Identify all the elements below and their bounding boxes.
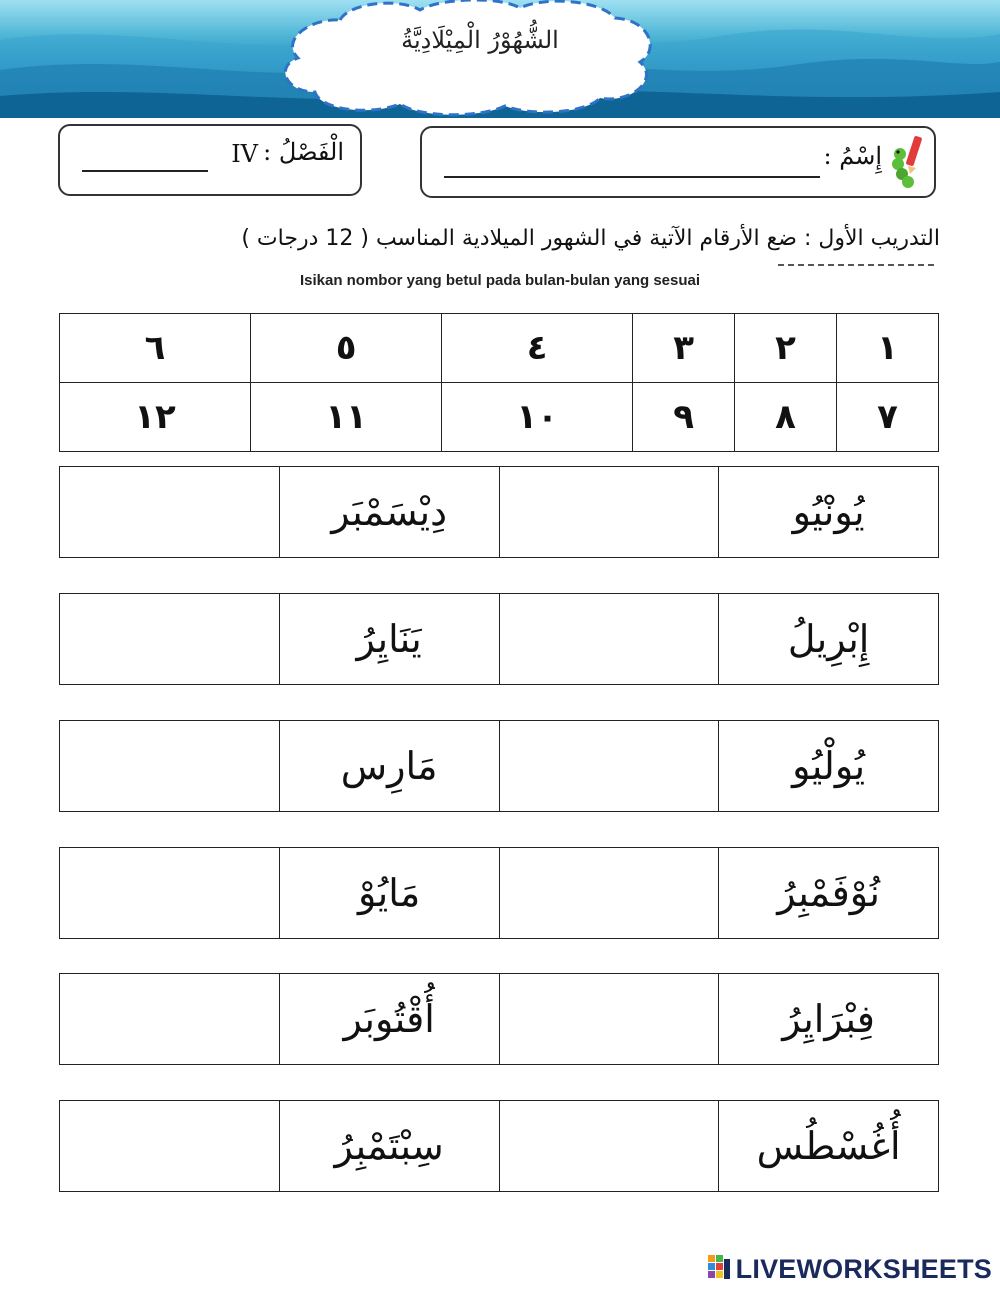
month-row-5: [59, 973, 939, 1065]
class-label: الْفَصْلُ :: [263, 138, 344, 166]
month-row-1: [59, 466, 939, 558]
exercise-instruction: التدريب الأول : ضع الأرقام الآتية في الشهور الميلادية المناسب ( 12 درجات ): [241, 226, 940, 251]
liveworksheets-logo-icon: [708, 1255, 732, 1283]
answer-box[interactable]: [499, 848, 719, 939]
class-box: [58, 124, 362, 196]
number-cell: ٤: [442, 314, 633, 383]
number-cell: ٨: [735, 383, 837, 452]
answer-box[interactable]: [60, 848, 280, 939]
instruction-underline: [778, 264, 934, 266]
name-input-line[interactable]: [444, 176, 820, 178]
class-input-line[interactable]: [82, 170, 208, 172]
answer-box[interactable]: [60, 721, 280, 812]
header-banner: [0, 0, 1000, 118]
number-row: [60, 314, 939, 383]
month-row-3: [59, 720, 939, 812]
answer-box[interactable]: [499, 721, 719, 812]
number-cell: ١٢: [60, 383, 251, 452]
number-cell: ٣: [633, 314, 735, 383]
month-name: أُقْتُوبَر: [279, 974, 499, 1065]
caterpillar-pencil-icon: [888, 132, 928, 190]
number-cell: ٥: [251, 314, 442, 383]
number-cell: ٦: [60, 314, 251, 383]
footer-branding: [708, 1252, 992, 1286]
month-name: إِبْرِيلُ: [719, 594, 939, 685]
month-name: سِبْتَمْبِرُ: [279, 1101, 499, 1192]
answer-box[interactable]: [499, 974, 719, 1065]
footer-brand-text[interactable]: LIVEWORKSHEETS: [735, 1253, 992, 1284]
title-cloud: [0, 0, 1000, 118]
number-cell: ١: [837, 314, 939, 383]
page-title: الشُّهُوْرُ الْمِيْلَادِيَّةُ: [401, 26, 559, 54]
month-name: أُغُسْطُس: [719, 1101, 939, 1192]
number-row: [60, 383, 939, 452]
name-label: إِسْمُ :: [823, 142, 882, 170]
month-row-2: [59, 593, 939, 685]
exercise-subtitle: Isikan nombor yang betul pada bulan-bulan yang sesuai: [299, 272, 701, 289]
answer-box[interactable]: [499, 594, 719, 685]
answer-box[interactable]: [60, 594, 280, 685]
number-cell: ٢: [735, 314, 837, 383]
answer-box[interactable]: [60, 467, 280, 558]
number-cell: ١١: [251, 383, 442, 452]
answer-box[interactable]: [60, 1101, 280, 1192]
month-row-6: [59, 1100, 939, 1192]
number-table: [59, 313, 939, 452]
month-name: يُونْيُو: [719, 467, 939, 558]
month-name: مَايُوْ: [279, 848, 499, 939]
month-name: دِيْسَمْبَر: [279, 467, 499, 558]
class-value: IV: [231, 140, 258, 168]
month-name: نُوْفَمْبِرُ: [719, 848, 939, 939]
number-cell: ٧: [837, 383, 939, 452]
month-name: مَارِس: [279, 721, 499, 812]
answer-box[interactable]: [60, 974, 280, 1065]
number-cell: ٩: [633, 383, 735, 452]
number-cell: ١٠: [442, 383, 633, 452]
month-name: يَنَايِرُ: [279, 594, 499, 685]
name-box: [420, 126, 936, 198]
month-row-4: [59, 847, 939, 939]
answer-box[interactable]: [499, 467, 719, 558]
answer-box[interactable]: [499, 1101, 719, 1192]
month-name: يُولْيُو: [719, 721, 939, 812]
month-name: فِبْرَايِرُ: [719, 974, 939, 1065]
